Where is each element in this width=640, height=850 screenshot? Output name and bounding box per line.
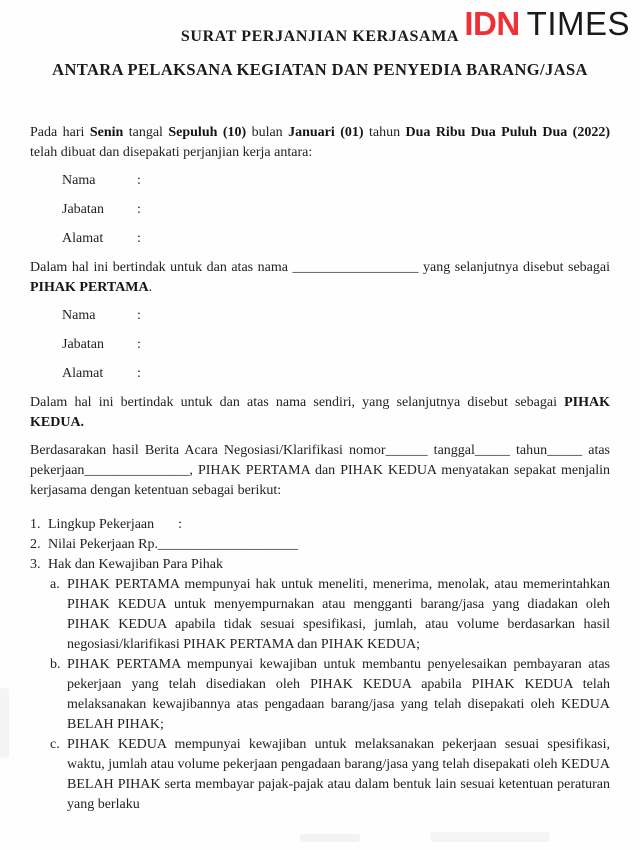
scan-smudge [430,832,550,842]
field-row-nama [30,171,610,191]
field-row-jabatan [30,200,610,220]
sub-item-c [50,735,610,815]
field-label: Nama [62,173,96,188]
term-3-subitems [50,575,610,815]
sub-item-letter: b. [50,657,61,672]
field-row-alamat [30,364,610,384]
term-text [48,535,610,555]
terms-list [30,515,610,815]
field-row-nama [30,306,610,326]
term-number: 3. [30,557,41,572]
term-item-3 [30,555,610,575]
opening-paragraph: Pada hari Senin tangal Sepuluh (10) bulan Januari (01) tahun Dua Ribu Dua Puluh Dua (2022) telah dibuat dan disepakati perjanjian kerja antara: [30,125,611,160]
field-colon: : [137,337,141,352]
sub-item-text: PIHAK PERTAMA mempunyai hak untuk meneliti, menerima, menolak, atau memerintahkan PIHAK KEDUA untuk menyempurnakan atau mengganti barang/jasa yang diadakan oleh PIHAK KEDUA apabila tidak sesuai spesifikasi, jumlah, atau volume berdasarkan hasil negosiasi/klarifikasi PIHAK PERTAMA dan PIHAK KEDUA; [67,577,610,652]
term-text [48,515,610,535]
document-subtitle: ANTARA PELAKSANA KEGIATAN DAN PENYEDIA BARANG/JASA [52,60,588,79]
sub-item-text: PIHAK PERTAMA mempunyai kewajiban untuk membantu penyelesaikan pembayaran atas pekerjaan yang telah disediakan oleh PIHAK KEDUA apabila PIHAK KEDUA telah melaksanakan kewajibannya atas pengadaan barang/jasa yang telah disepakati oleh KEDUA BELAH PIHAK; [67,657,610,732]
field-colon: : [137,308,141,323]
field-label: Jabatan [62,337,104,352]
sub-item-letter: c. [50,737,60,752]
term-number: 1. [30,517,41,532]
field-row-alamat [30,229,610,249]
sub-item-letter: a. [50,577,60,592]
field-row-jabatan [30,335,610,355]
second-party-closing-paragraph: Dalam hal ini bertindak untuk dan atas nama sendiri, yang selanjutnya disebut sebagai PIHAK KEDUA. [30,395,610,430]
term-text [48,555,610,575]
sub-item-text: PIHAK KEDUA mempunyai kewajiban untuk melaksanakan pekerjaan sesuai spesifikasi, waktu, jumlah atau volume pekerjaan pengadaan barang/jasa yang telah disepakati oleh KEDUA BELAH PIHAK serta membayar pajak-pajak atau dalam bentuk lain sesuai ketentuan peraturan yang berlaku [67,737,610,812]
document-title: SURAT PERJANJIAN KERJASAMA [180,28,460,45]
logo-times-text: TIMES [526,5,630,42]
field-label: Alamat [62,231,104,246]
logo-idn-text: IDN [464,5,520,42]
term-label: Hak dan Kewajiban Para Pihak [48,557,223,572]
scan-smudge [300,834,360,842]
first-party-closing-paragraph: Dalam hal ini bertindak untuk dan atas nama __________________ yang selanjutnya disebut sebagai PIHAK PERTAMA. [30,260,610,295]
field-colon: : [137,202,141,217]
basis-paragraph: Berdasarakan hasil Berita Acara Negosiasi/Klarifikasi nomor______ tanggal_____ tahun_____ atas pekerjaan_______________, PIHAK PERTAMA dan PIHAK KEDUA menyatakan sepakat menjalin kerjasama dengan ketentuan sebagai berikut: [30,443,610,498]
term-label: Nilai Pekerjaan Rp.____________________ [48,537,299,552]
scan-smudge [0,688,9,758]
term-number: 2. [30,537,41,552]
term-item-2 [30,535,610,555]
field-colon: : [137,231,141,246]
field-label: Nama [62,308,96,323]
idn-times-logo [464,6,630,49]
sub-item-b [50,655,610,735]
field-colon: : [137,366,141,381]
term-item-1 [30,515,610,535]
first-party-fields [30,171,610,249]
term-colon: : [178,517,183,532]
field-label: Alamat [62,366,104,381]
second-party-fields [30,306,610,384]
field-colon: : [137,173,141,188]
term-label: Lingkup Pekerjaan [48,517,155,532]
field-label: Jabatan [62,202,104,217]
sub-item-a [50,575,610,655]
